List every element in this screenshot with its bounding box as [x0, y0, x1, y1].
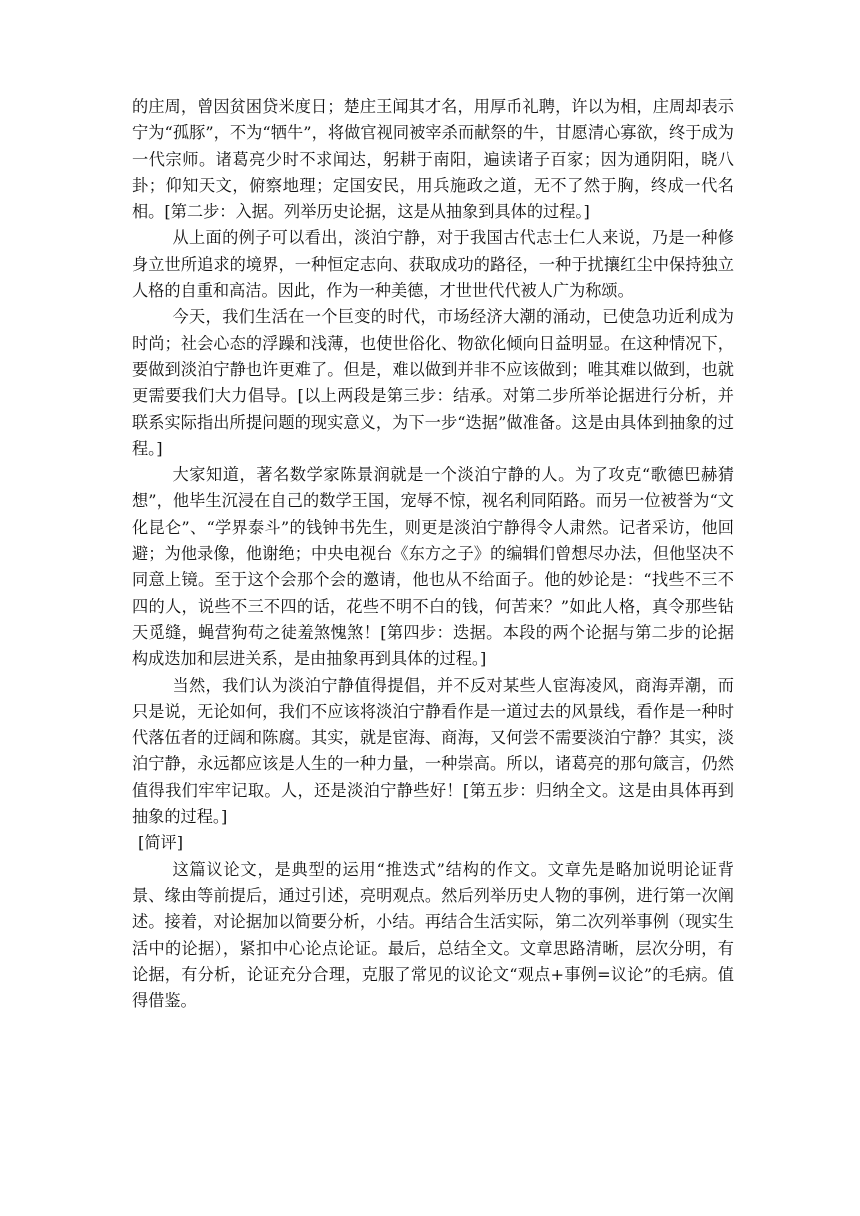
- paragraph-modern-examples: 大家知道，著名数学家陈景润就是一个淡泊宁静的人。为了攻克“歌德巴赫猜想”，他毕生沉浸在自己的数学王国，宠辱不惊，视名利同陌路。而另一位被誉为“文化昆仑”、“学界泰斗”的钱钟书先生，则更是淡泊宁静得令人肃然。记者采访，他回避；为他录像，他谢绝；中央电视台《东方之子》的编辑们曾想尽办法，但他坚决不同意上镜。至于这个会那个会的邀请，他也从不给面子。他的妙论是：“找些不三不四的人，说些不三不四的话，花些不明不白的钱，何苦来？”如此人格，真令那些钻天觅缝，蝇营狗苟之徒羞煞愧煞！[第四步：迭据。本段的两个论据与第二步的论据构成迭加和层进关系，是由抽象再到具体的过程。]: [132, 465, 734, 669]
- paragraph-conclusion: 当然，我们认为淡泊宁静值得提倡，并不反对某些人宦海凌风，商海弄潮，而只是说，无论如何，我们不应该将淡泊宁静看作是一道过去的风景线，看作是一种时代落伍者的迂阔和陈腐。其实，就是宦海、商海，又何尝不需要淡泊宁静？其实，淡泊宁静，永远都应该是人生的一种力量，一种崇高。所以，诸葛亮的那句箴言，仍然值得我们牢牢记取。人，还是淡泊宁静些好！[第五步：归纳全文。这是由具体再到抽象的过程。]: [132, 675, 734, 827]
- document-page: [132, 94, 734, 1014]
- paragraph-modern-era: 今天，我们生活在一个巨变的时代，市场经济大潮的涌动，已使急功近利成为时尚；社会心态的浮躁和浅薄，也使世俗化、物欲化倾向日益明显。在这种情况下，要做到淡泊宁静也许更难了。但是，难以做到并非不应该做到；唯其难以做到，也就更需要我们大力倡导。[以上两段是第三步：结承。对第二步所举论据进行分析，并联系实际指出所提问题的现实意义，为下一步“迭据”做准备。这是由具体到抽象的过程。]: [132, 307, 734, 458]
- review-paragraph: 这篇议论文，是典型的运用“推迭式”结构的作文。文章先是略加说明论证背景、缘由等前提后，通过引述，亮明观点。然后列举历史人物的事例，进行第一次阐述。接着，对论据加以简要分析，小结。再结合生活实际，第二次列举事例（现实生活中的论据），紧扣中心论点论证。最后，总结全文。文章思路清晰，层次分明，有论据，有分析，论证充分合理，克服了常见的议论文“观点+事例=议论”的毛病。值得借鉴。: [132, 859, 734, 1011]
- paragraph-historical-examples: 的庄周，曾因贫困贷米度日；楚庄王闻其才名，用厚币礼聘，许以为相，庄周却表示宁为“孤豚”，不为“牺牛”，将做官视同被宰杀而献祭的牛，甘愿清心寡欲，终于成为一代宗师。诸葛亮少时不求闻达，躬耕于南阳，遍读诸子百家；因为通阴阳，晓八卦；仰知天文，俯察地理；定国安民，用兵施政之道，无不了然于胸，终成一代名相。[第二步：入据。列举历史论据，这是从抽象到具体的过程。]: [132, 97, 734, 222]
- paragraph-analysis: 从上面的例子可以看出，淡泊宁静，对于我国古代志士仁人来说，乃是一种修身立世所追求的境界，一种恒定志向、获取成功的路径，一种于扰攘红尘中保持独立人格的自重和高洁。因此，作为一种美德，才世世代代被人广为称颂。: [132, 228, 734, 301]
- review-label: [简评]: [138, 833, 184, 853]
